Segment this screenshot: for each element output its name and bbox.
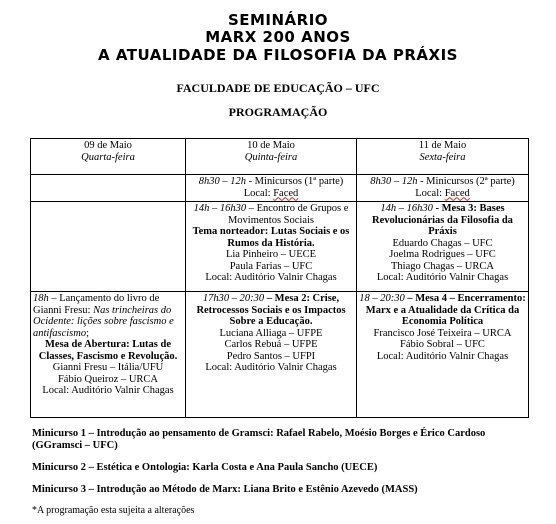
evening-row bbox=[31, 292, 529, 418]
local-name: Faced bbox=[444, 187, 470, 199]
speaker: Lia Pinheiro – UECE bbox=[225, 249, 317, 260]
minicurso-2: Minicurso 2 – Estética e Ontologia: Karla Costa e Ana Paula Sancho (UECE) bbox=[32, 462, 378, 473]
day-friday bbox=[357, 139, 529, 175]
day-weekday: Quinta-feira bbox=[244, 151, 298, 163]
local-prefix: Local: bbox=[243, 187, 274, 199]
session-time: 18h bbox=[33, 293, 49, 304]
punctuation: ; bbox=[86, 327, 90, 339]
book-title: Nas trincheiras do Ocidente: lições sobre fascismo e antifascismo bbox=[33, 304, 174, 339]
day-date: 09 de Maio bbox=[84, 140, 132, 151]
session-local: Local: Auditório Valnir Chagas bbox=[376, 350, 509, 362]
session-time: 8h30 – 12h bbox=[370, 176, 418, 187]
speaker: Gianni Fresu – Itália/UFU bbox=[52, 362, 164, 373]
day-thursday bbox=[186, 139, 357, 175]
session-local: Local: Auditório Valnir Chagas bbox=[376, 272, 509, 283]
afternoon-row bbox=[31, 202, 529, 292]
session-local: Local: Auditório Valnir Chagas bbox=[205, 362, 337, 373]
speaker: Francisco José Teixeira – URCA bbox=[373, 327, 512, 339]
day-weekday: Sexta-feira bbox=[419, 151, 466, 163]
seminar-subtitle: MARX 200 ANOS bbox=[205, 28, 351, 46]
fri-minicursos bbox=[357, 175, 529, 202]
day-date: 11 de Maio bbox=[418, 140, 467, 151]
session-title: Encontro de Grupos e Movimentos Sociais bbox=[227, 203, 349, 226]
session-time: 17h30 – 20:30 bbox=[202, 293, 265, 304]
speaker: Fábio Sobral – UFC bbox=[400, 339, 485, 350]
session-title: - Minicursos (1ª parte) bbox=[245, 176, 344, 187]
session-time: 8h30 – 12h bbox=[198, 176, 246, 187]
program-note: *A programação esta sujeita a alterações bbox=[32, 505, 195, 516]
speaker: Paula Farias – UFC bbox=[229, 260, 313, 272]
seminar-title: SEMINÁRIO bbox=[227, 11, 329, 29]
session-local: Local: Auditório Valnir Chagas bbox=[42, 385, 174, 396]
local-name: Faced bbox=[273, 187, 299, 199]
session-title: - Minicursos (2ª parte) bbox=[417, 176, 515, 187]
day-date: 10 de Maio bbox=[247, 140, 295, 151]
session-time: 14h – 16h30 – bbox=[193, 203, 257, 214]
speaker: Carlos Rebuá – UFPE bbox=[224, 339, 318, 350]
program-heading: PROGRAMAÇÃO bbox=[228, 105, 328, 119]
fri-afternoon bbox=[357, 202, 529, 292]
speaker: Luciana Alliaga – UFPE bbox=[219, 327, 323, 339]
speaker: Thiago Chagas – URCA bbox=[391, 260, 494, 272]
wed-evening bbox=[31, 292, 186, 418]
minicursos-row bbox=[31, 175, 529, 202]
thu-evening bbox=[186, 292, 357, 418]
session-time: 18 – 20:30 bbox=[359, 293, 405, 304]
schedule-table bbox=[30, 138, 529, 418]
minicurso-3: Minicurso 3 – Introdução ao Método de Marx: Liana Brito e Estênio Azevedo (MASS) bbox=[32, 484, 418, 495]
speaker: Eduardo Chagas – UFC bbox=[392, 237, 493, 249]
session-local: Local: Auditório Valnir Chagas bbox=[205, 272, 337, 283]
day-header-row bbox=[31, 139, 529, 175]
session-title: – Lançamento do livro de Gianni Fresu: bbox=[33, 293, 160, 316]
session-mesa: – Mesa 4 – Encerramento: Marx e a Atualidade da Crítica da Economia Política bbox=[365, 293, 526, 327]
thu-minicursos bbox=[186, 175, 357, 202]
speaker: Fábio Queiroz – URCA bbox=[57, 373, 159, 385]
day-wednesday bbox=[31, 139, 186, 175]
session-mesa: - Mesa 3 bbox=[432, 203, 474, 214]
thu-afternoon bbox=[186, 202, 357, 292]
speaker: Joelma Rodrigues – UFC bbox=[389, 249, 496, 260]
session-time: 14h – 16h30 bbox=[380, 203, 433, 214]
session-mesa: Mesa de Abertura: Lutas de Classes, Fascismo e Revolução. bbox=[38, 339, 178, 362]
faculty-heading: FACULDADE DE EDUCAÇÃO – UFC bbox=[176, 81, 380, 95]
minicurso-1: Minicurso 1 – Introdução ao pensamento de Gramsci: Rafael Rabelo, Moésio Borges e Érico Cardoso (GGramsci – UFC) bbox=[32, 428, 486, 451]
local-prefix: Local: bbox=[415, 187, 445, 199]
day-weekday: Quarta-feira bbox=[81, 151, 135, 163]
session-theme: Tema norteador: Lutas Sociais e os Rumos da História. bbox=[192, 226, 350, 249]
fri-evening bbox=[357, 292, 529, 418]
session-title: : Bases Revolucionárias da Filosofia da Práxis bbox=[372, 203, 513, 237]
session-mesa: – Mesa 2: Crise, Retrocessos Sociais e os Impactos Sobre a Educação. bbox=[196, 293, 346, 327]
speaker: Pedro Santos – UFPI bbox=[226, 350, 316, 362]
empty-cell bbox=[31, 175, 186, 202]
empty-cell bbox=[31, 202, 186, 292]
seminar-theme: A ATUALIDADE DA FILOSOFIA DA PRÁXIS bbox=[98, 46, 458, 64]
